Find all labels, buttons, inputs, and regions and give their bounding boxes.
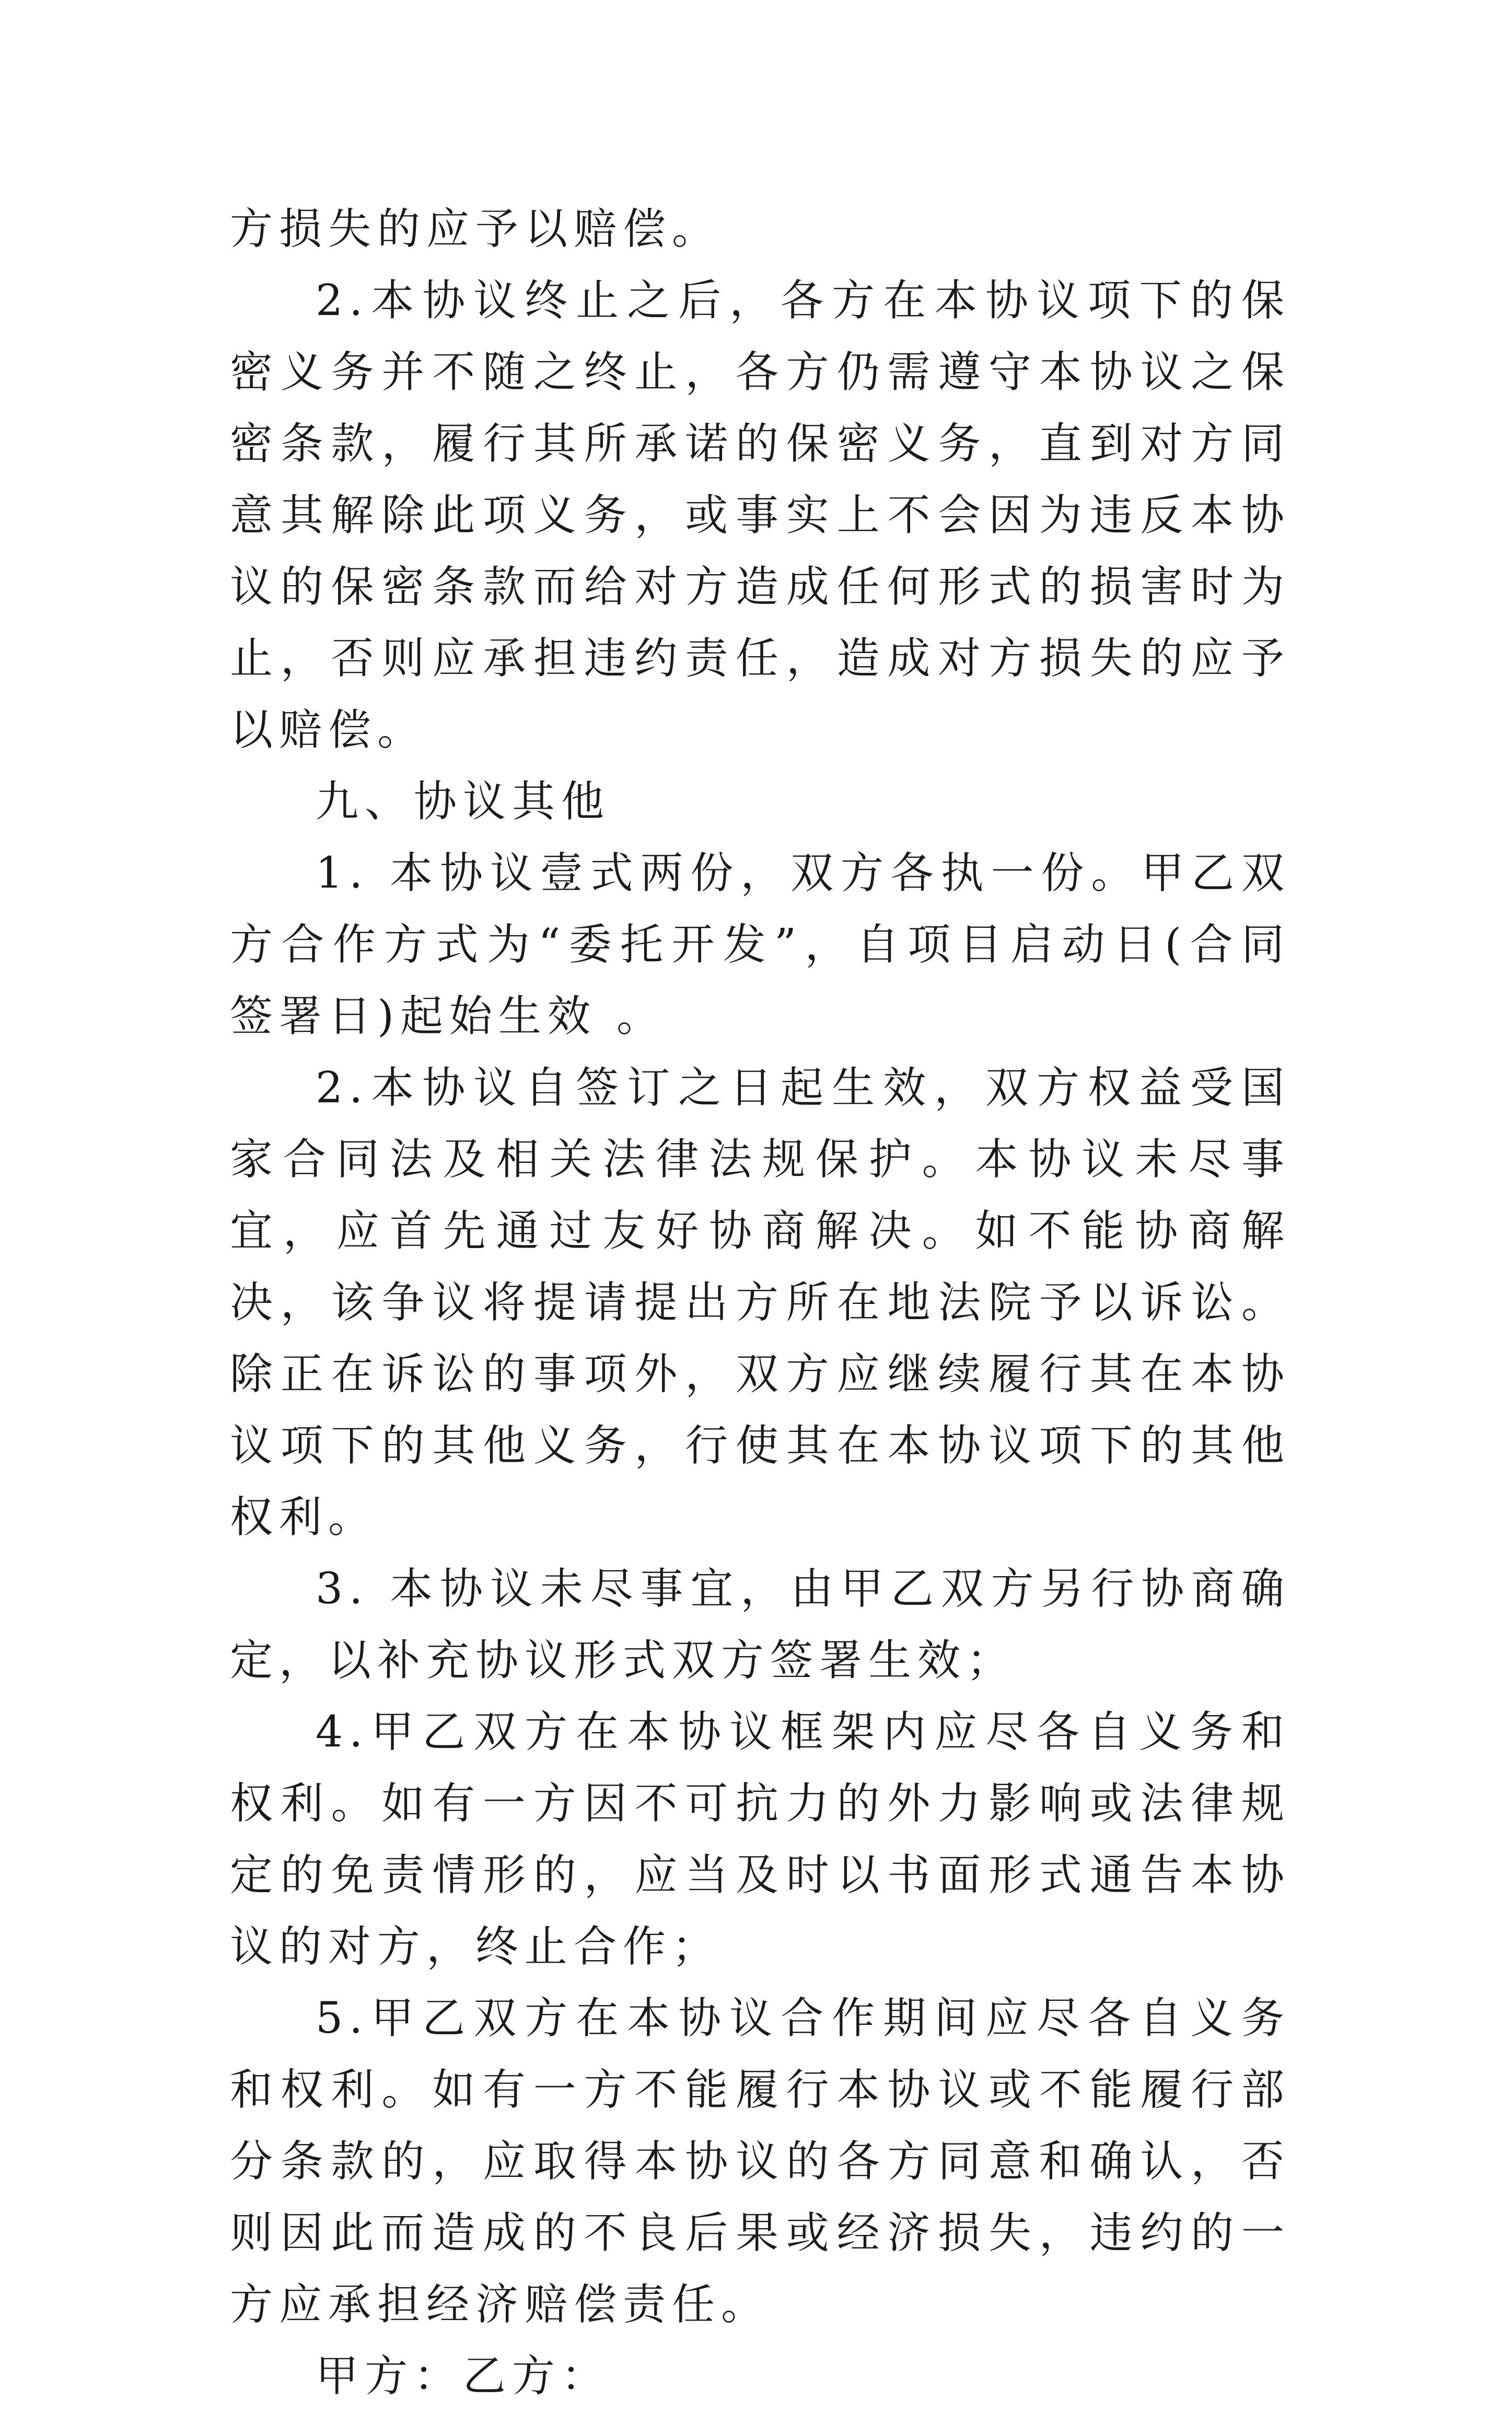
signature-line: 甲方：乙方： [316,2351,611,2401]
paragraph-clause-9-5: 5.甲乙双方在本协议合作期间应尽各自义务和权利。如有一方不能履行本协议或不能履行部分条款的，应取得本协议的各方同意和确认，否则因此而造成的不良后果或经济损失，违约的一方应承担经济赔偿责任。 [230,1994,1290,2329]
section-heading-9: 九、协议其他 [316,777,611,826]
paragraph-clause-9-4: 4.甲乙双方在本协议框架内应尽各自义务和权利。如有一方因不可抗力的外力影响或法律规定的免责情形的，应当及时以书面形式通告本协议的对方，终止合作； [230,1707,1290,1972]
paragraph-continuation: 方损失的应予以赔偿。 [230,204,722,254]
document-body [230,193,1290,2412]
paragraph-clause-9-3: 3. 本协议未尽事宜，由甲乙双方另行协商确定，以补充协议形式双方签署生效； [230,1564,1290,1685]
paragraph-clause-9-1: 1. 本协议壹式两份，双方各执一份。甲乙双方合作方式为“委托开发”，自项目启动日(合同签署日)起始生效 。 [230,848,1290,1041]
paragraph-clause-9-2: 2.本协议自签订之日起生效，双方权益受国家合同法及相关法律法规保护。本协议未尽事宜，应首先通过友好协商解决。如不能协商解决，该争议将提请提出方所在地法院予以诉讼。除正在诉讼的事项外，双方应继续履行其在本协议项下的其他义务，行使其在本协议项下的其他权利。 [230,1063,1290,1542]
paragraph-clause-8-2: 2.本协议终止之后，各方在本协议项下的保密义务并不随之终止，各方仍需遵守本协议之保密条款，履行其所承诺的保密义务，直到对方同意其解除此项义务，或事实上不会因为违反本协议的保密条款而给对方造成任何形式的损害时为止，否则应承担违约责任，造成对方损失的应予以赔偿。 [230,276,1290,755]
